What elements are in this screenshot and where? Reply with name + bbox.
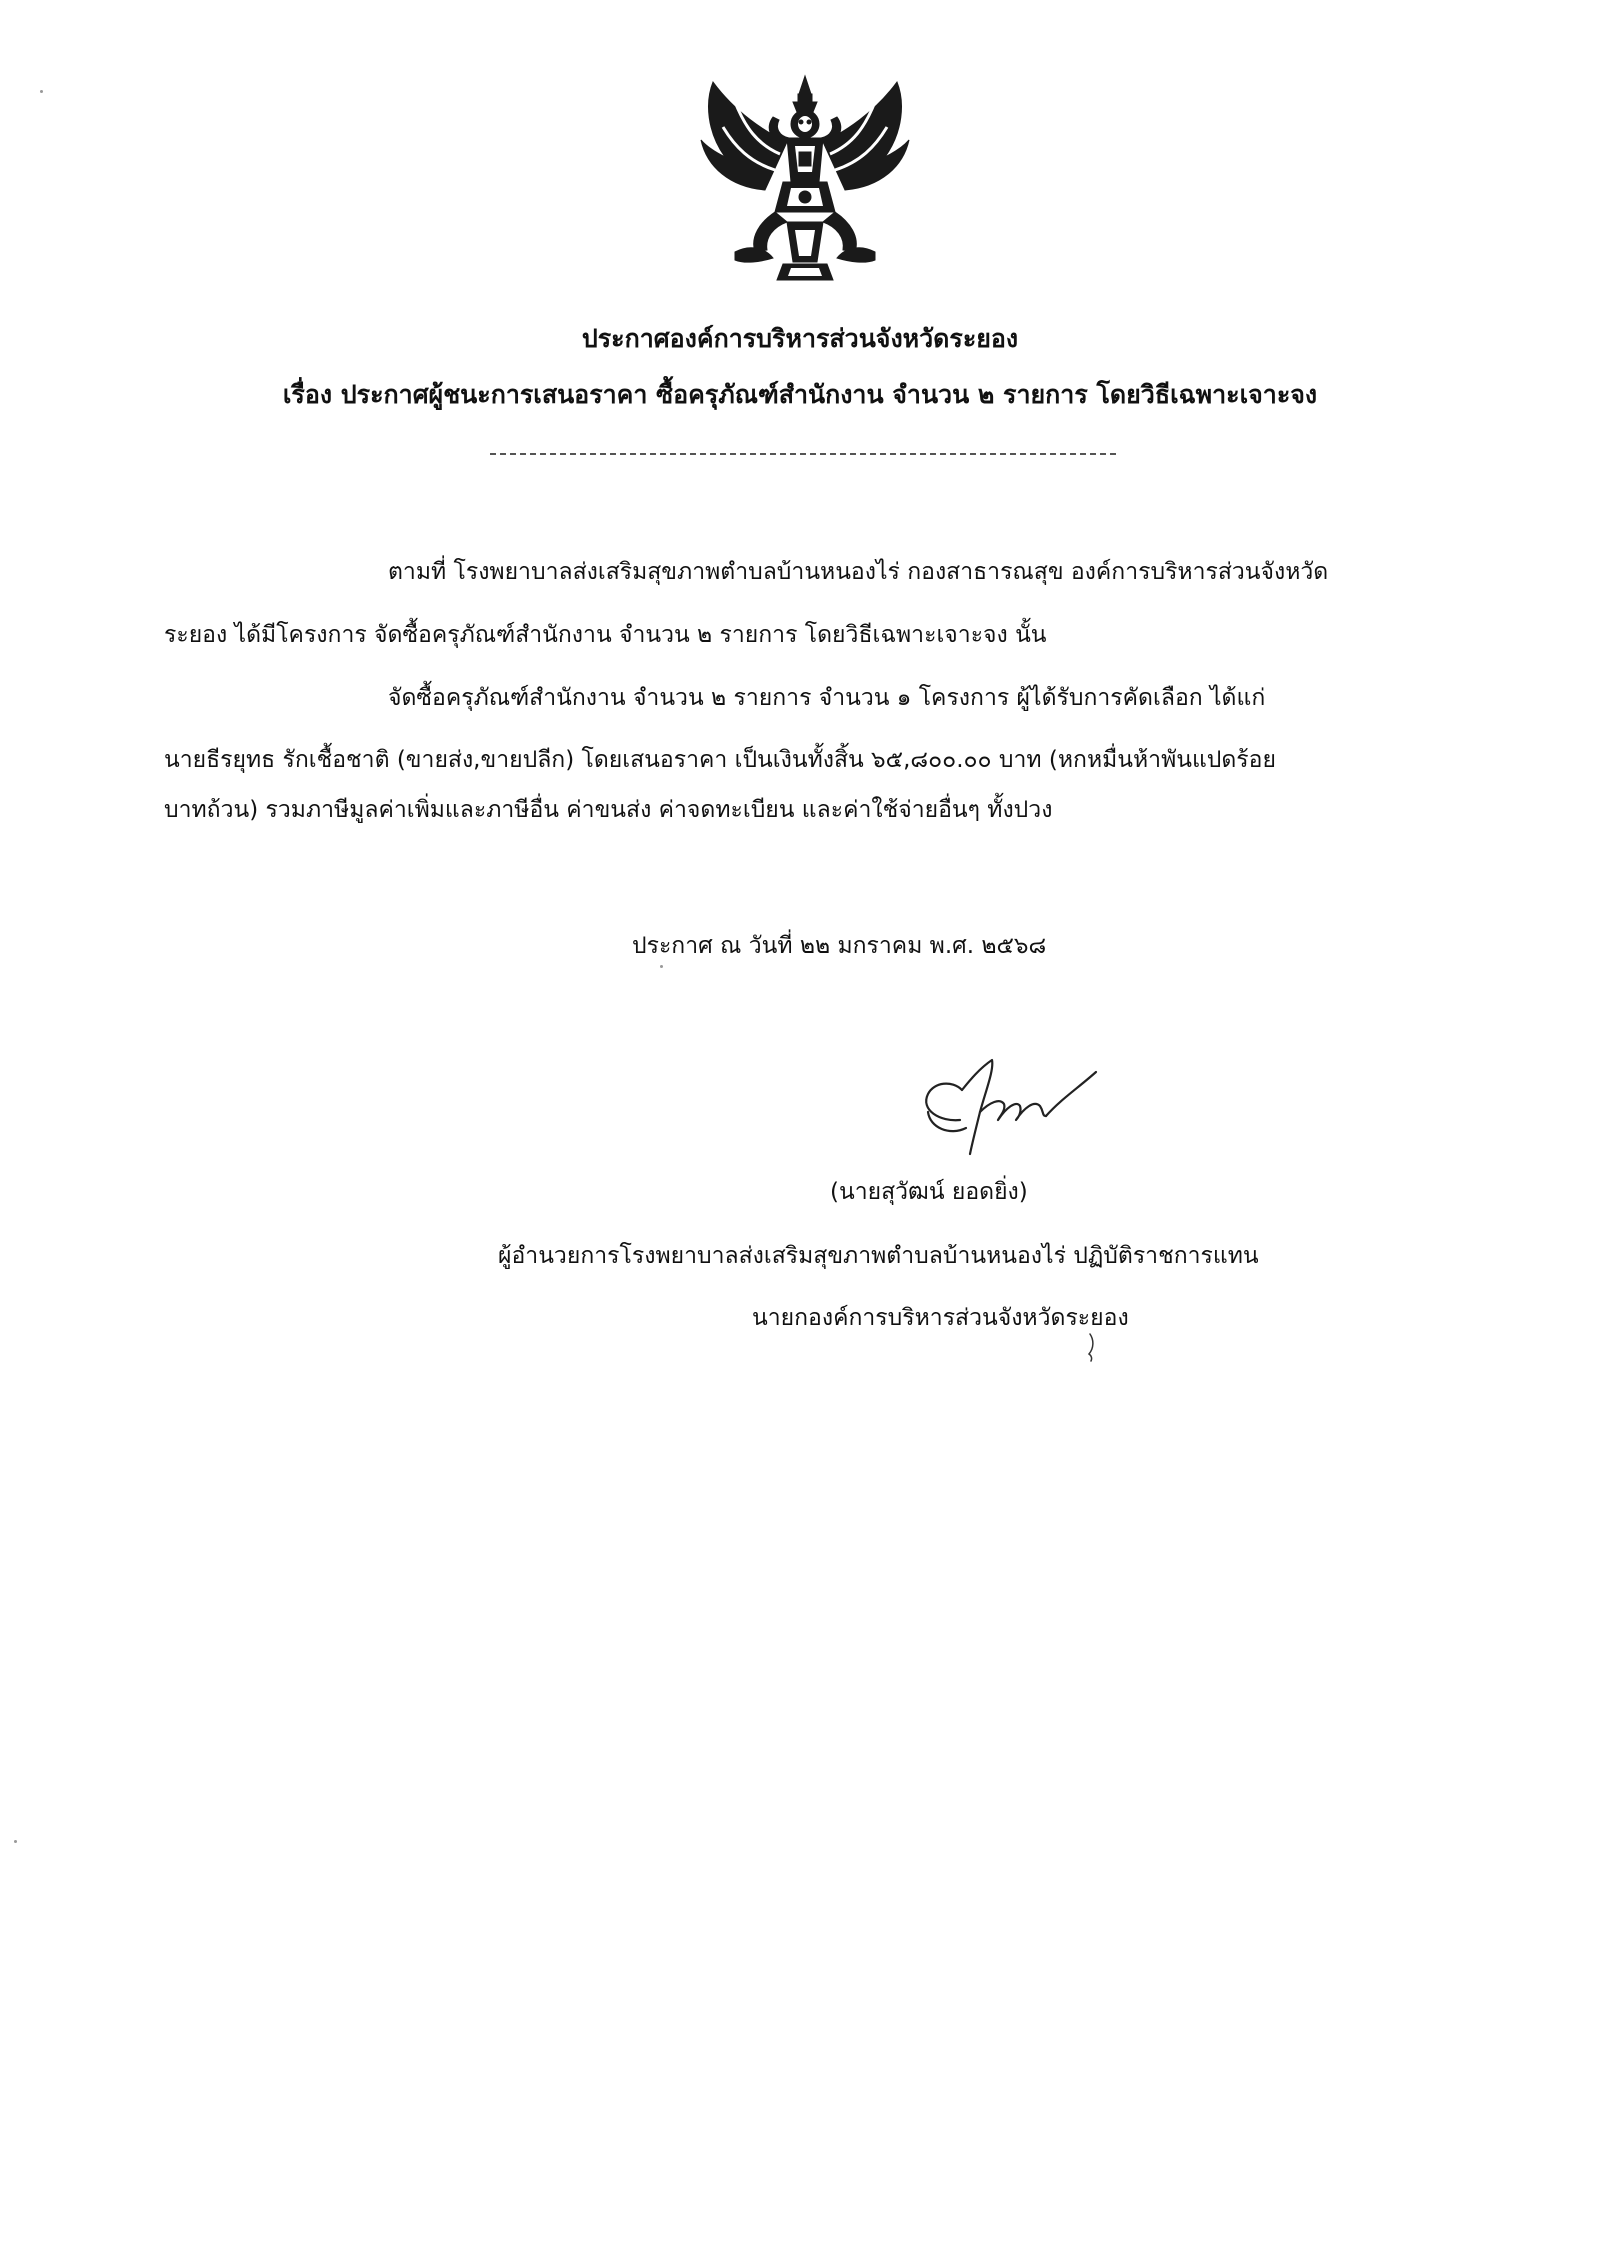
signatory-name: (นายสุวัฒน์ ยอดยิ่ง) xyxy=(830,1179,1028,1205)
header-divider xyxy=(490,453,1116,455)
pen-mark xyxy=(1086,1332,1096,1362)
paragraph2-line3: บาทถ้วน) รวมภาษีมูลค่าเพิ่มและภาษีอื่น ค่าขนส่ง ค่าจดทะเบียน และค่าใช้จ่ายอื่นๆ ทั้งปวง xyxy=(164,797,1053,823)
paragraph1-line1: ตามที่ โรงพยาบาลส่งเสริมสุขภาพตำบลบ้านหนองไร่ กองสาธารณสุข องค์การบริหารส่วนจังหวัด xyxy=(388,559,1329,585)
scan-speck xyxy=(40,90,43,93)
handwritten-signature xyxy=(900,1050,1100,1160)
paragraph2-line2: นายธีรยุทธ รักเชื้อชาติ (ขายส่ง,ขายปลีก) โดยเสนอราคา เป็นเงินทั้งสิ้น ๖๕,๘๐๐.๐๐ บาท (หกหมื่นห้าพันแปดร้อย xyxy=(164,747,1276,773)
paragraph1-line2: ระยอง ได้มีโครงการ จัดซื้อครุภัณฑ์สำนักงาน จำนวน ๒ รายการ โดยวิธีเฉพาะเจาะจง นั้น xyxy=(164,622,1047,648)
paragraph2-line1: จัดซื้อครุภัณฑ์สำนักงาน จำนวน ๒ รายการ จำนวน ๑ โครงการ ผู้ได้รับการคัดเลือก ได้แก่ xyxy=(388,685,1266,711)
scan-speck xyxy=(14,1840,17,1843)
garuda-emblem-icon xyxy=(695,72,915,287)
announcement-title: ประกาศองค์การบริหารส่วนจังหวัดระยอง xyxy=(581,324,1019,353)
announcement-date: ประกาศ ณ วันที่ ๒๒ มกราคม พ.ศ. ๒๕๖๘ xyxy=(632,933,1047,959)
scan-speck xyxy=(660,965,663,968)
announcement-subject: เรื่อง ประกาศผู้ชนะการเสนอราคา ซื้อครุภัณฑ์สำนักงาน จำนวน ๒ รายการ โดยวิธีเฉพาะเจาะจง xyxy=(282,380,1318,409)
signatory-position-line1: ผู้อำนวยการโรงพยาบาลส่งเสริมสุขภาพตำบลบ้านหนองไร่ ปฏิบัติราชการแทน xyxy=(498,1243,1259,1269)
signatory-position-line2: นายกองค์การบริหารส่วนจังหวัดระยอง xyxy=(752,1305,1129,1331)
